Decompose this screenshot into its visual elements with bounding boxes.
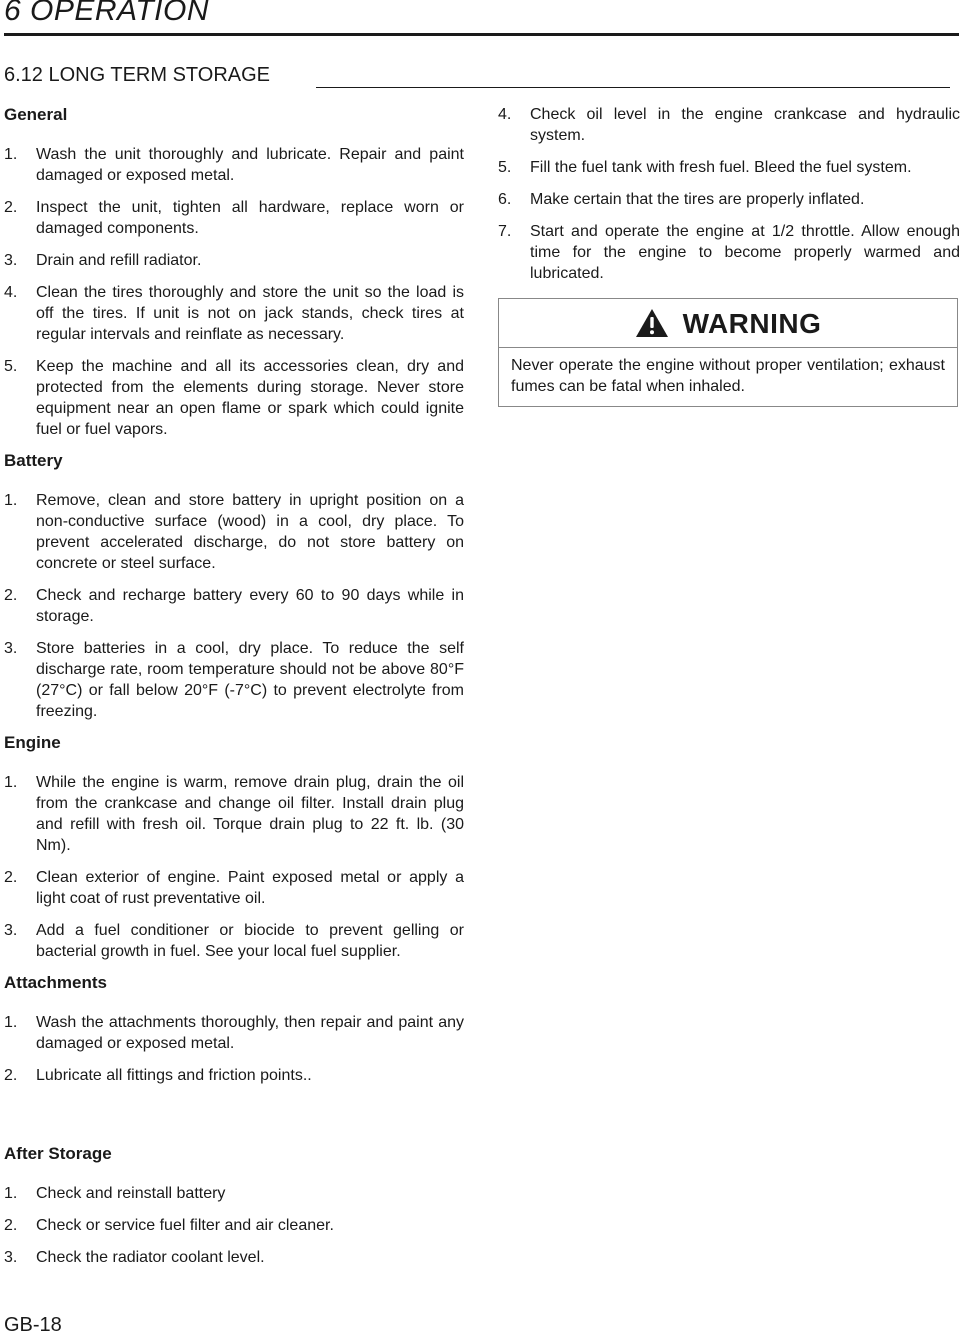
battery-step bbox=[4, 490, 464, 574]
step-text: Fill the fuel tank with fresh fuel. Bleed the fuel system. bbox=[530, 159, 912, 176]
step-text: Wash the unit thoroughly and lubricate. Repair and paint damaged or exposed metal. bbox=[36, 146, 464, 184]
step-text: Check or service fuel filter and air cleaner. bbox=[36, 1217, 334, 1234]
step-text: Keep the machine and all its accessories clean, dry and protected from the elements during storage. Never store equipment near an open flame or spark which could ignite fuel or fuel vapors. bbox=[36, 358, 464, 438]
step-number: 7. bbox=[498, 223, 512, 240]
step-number: 2. bbox=[4, 199, 18, 216]
step-text: Check and recharge battery every 60 to 90 days while in storage. bbox=[36, 587, 464, 625]
chapter-title: 6 OPERATION bbox=[4, 0, 209, 27]
engine-step bbox=[4, 772, 464, 856]
step-text: Drain and refill radiator. bbox=[36, 252, 202, 269]
engine-step bbox=[498, 221, 960, 284]
step-number: 1. bbox=[4, 1014, 18, 1031]
engine-heading: Engine bbox=[4, 733, 61, 752]
section-title: 6.12 LONG TERM STORAGE bbox=[4, 64, 271, 86]
step-number: 4. bbox=[4, 284, 18, 301]
step-text: Make certain that the tires are properly inflated. bbox=[530, 191, 865, 208]
attachments-steps bbox=[4, 1012, 464, 1086]
after-storage-step bbox=[4, 1247, 464, 1268]
step-text: Check oil level in the engine crankcase and hydraulic system. bbox=[530, 106, 960, 144]
battery-step bbox=[4, 638, 464, 722]
after-storage-section bbox=[4, 1143, 464, 1268]
step-number: 2. bbox=[4, 869, 18, 886]
step-text: Check the radiator coolant level. bbox=[36, 1249, 265, 1266]
general-step bbox=[4, 197, 464, 239]
engine-steps-continued bbox=[498, 104, 960, 284]
step-number: 2. bbox=[4, 1067, 18, 1084]
step-number: 3. bbox=[4, 922, 18, 939]
engine-step bbox=[4, 920, 464, 962]
step-text: Clean the tires thoroughly and store the unit so the load is off the tires. If unit is not on jack stands, check tires at regular intervals and reinflate as necessary. bbox=[36, 284, 464, 343]
step-text: While the engine is warm, remove drain plug, drain the oil from the crankcase and change oil filter. Install drain plug and refill with fresh oil. Torque drain plug to 22 ft. lb. (30 Nm). bbox=[36, 774, 464, 854]
step-number: 1. bbox=[4, 146, 18, 163]
general-step bbox=[4, 250, 464, 271]
step-number: 2. bbox=[4, 587, 18, 604]
step-text: Store batteries in a cool, dry place. To reduce the self discharge rate, room temperature should not be above 80°F (27°C) or fall below 20°F (-7°C) to prevent electrolyte from freezing. bbox=[36, 640, 464, 720]
after-storage-heading: After Storage bbox=[4, 1144, 112, 1163]
step-text: Check and reinstall battery bbox=[36, 1185, 226, 1202]
step-text: Clean exterior of engine. Paint exposed metal or apply a light coat of rust preventative oil. bbox=[36, 869, 464, 907]
step-number: 1. bbox=[4, 492, 18, 509]
general-heading: General bbox=[4, 105, 68, 124]
step-number: 5. bbox=[4, 358, 18, 375]
engine-steps bbox=[4, 772, 464, 962]
step-number: 3. bbox=[4, 252, 18, 269]
general-steps bbox=[4, 144, 464, 440]
engine-step bbox=[498, 189, 960, 210]
step-text: Start and operate the engine at 1/2 throttle. Allow enough time for the engine to become properly warmed and lubricated. bbox=[530, 223, 960, 282]
warning-triangle-icon bbox=[635, 308, 669, 338]
battery-heading: Battery bbox=[4, 451, 63, 470]
left-column bbox=[4, 104, 464, 1086]
attachments-step bbox=[4, 1065, 464, 1086]
engine-step bbox=[498, 104, 960, 146]
after-storage-step bbox=[4, 1215, 464, 1236]
engine-step bbox=[498, 157, 960, 178]
after-storage-step bbox=[4, 1183, 464, 1204]
step-number: 3. bbox=[4, 1249, 18, 1266]
step-number: 1. bbox=[4, 774, 18, 791]
battery-step bbox=[4, 585, 464, 627]
step-number: 4. bbox=[498, 106, 512, 123]
attachments-heading: Attachments bbox=[4, 973, 107, 992]
warning-box bbox=[498, 298, 958, 407]
page-number: GB-18 bbox=[4, 1314, 62, 1336]
right-column bbox=[498, 104, 960, 407]
step-text: Wash the attachments thoroughly, then repair and paint any damaged or exposed metal. bbox=[36, 1014, 464, 1052]
after-storage-steps bbox=[4, 1183, 464, 1268]
step-number: 1. bbox=[4, 1185, 18, 1202]
chapter-divider bbox=[4, 33, 959, 36]
warning-text: Never operate the engine without proper ventilation; exhaust fumes can be fatal when inhaled. bbox=[511, 357, 945, 395]
step-text: Remove, clean and store battery in upright position on a non-conductive surface (wood) in a cool, dry place. To prevent accelerated discharge, do not store battery on concrete or steel surface. bbox=[36, 492, 464, 572]
step-text: Add a fuel conditioner or biocide to prevent gelling or bacterial growth in fuel. See your local fuel supplier. bbox=[36, 922, 464, 960]
attachments-step bbox=[4, 1012, 464, 1054]
battery-steps bbox=[4, 490, 464, 722]
engine-step bbox=[4, 867, 464, 909]
general-step bbox=[4, 282, 464, 345]
section-divider bbox=[316, 87, 950, 88]
step-number: 6. bbox=[498, 191, 512, 208]
step-number: 2. bbox=[4, 1217, 18, 1234]
warning-label: WARNING bbox=[682, 307, 822, 339]
step-text: Inspect the unit, tighten all hardware, replace worn or damaged components. bbox=[36, 199, 464, 237]
general-step bbox=[4, 144, 464, 186]
step-text: Lubricate all fittings and friction points.. bbox=[36, 1067, 312, 1084]
step-number: 5. bbox=[498, 159, 512, 176]
general-step bbox=[4, 356, 464, 440]
step-number: 3. bbox=[4, 640, 18, 657]
warning-header bbox=[499, 299, 957, 348]
